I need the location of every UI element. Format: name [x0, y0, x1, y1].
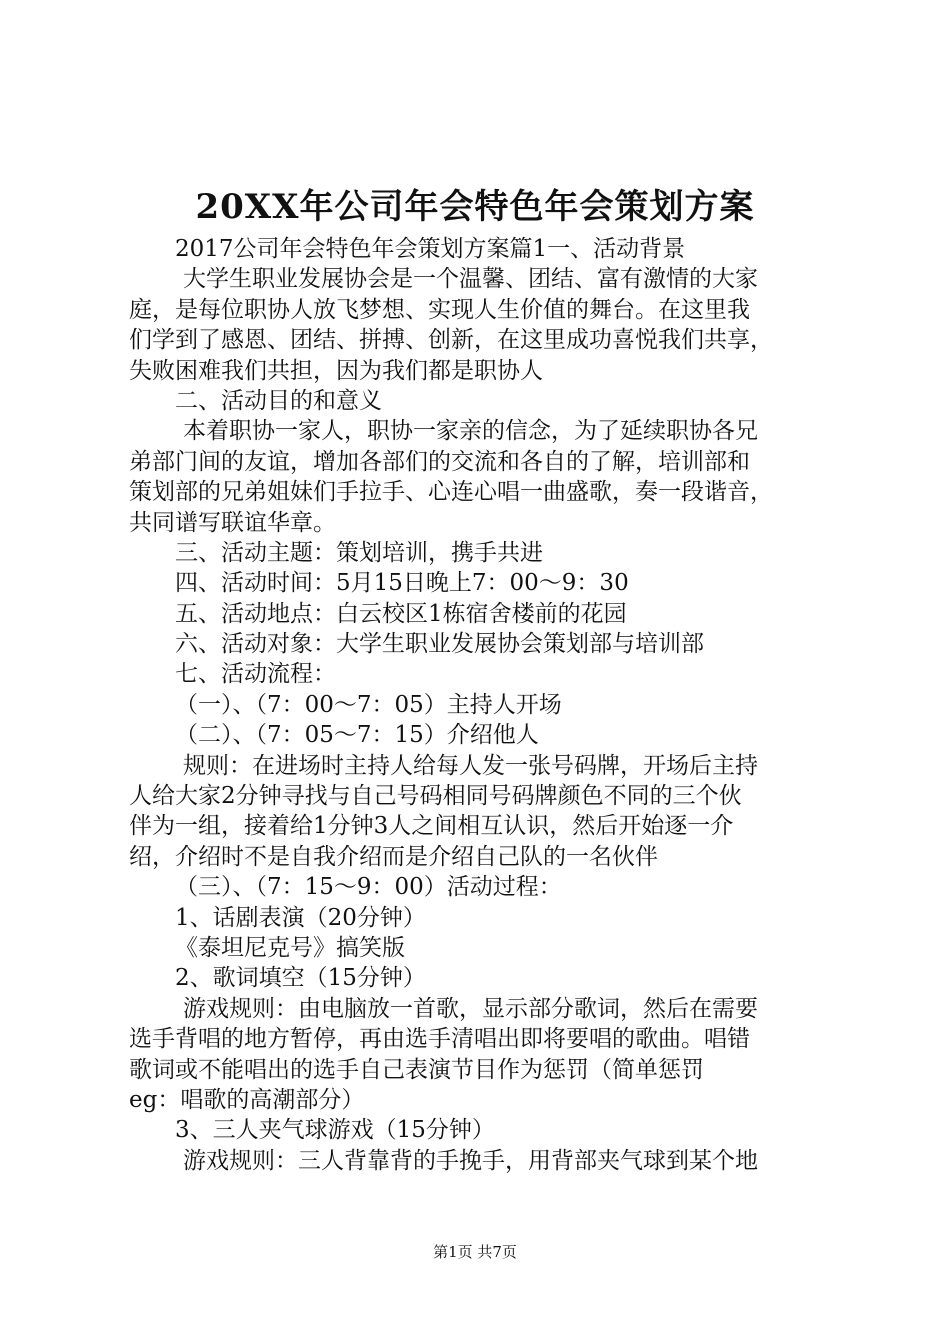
paragraph-line: 2、歌词填空（15分钟）: [175, 965, 426, 992]
paragraph-line: 1、话剧表演（20分钟）: [175, 904, 426, 931]
section-heading: 七、活动流程：: [175, 661, 336, 688]
paragraph-line: 失败困难我们共担，因为我们都是职协人: [129, 357, 543, 384]
paragraph-line: （一）、（7：00～7：05）主持人开场: [175, 691, 562, 718]
page-number: 第1页 共7页: [433, 1243, 517, 1261]
section-heading: 四、活动时间：5月15日晚上7：00～9：30: [175, 570, 629, 597]
paragraph-line: 庭，是每位职协人放飞梦想、实现人生价值的舞台。在这里我: [129, 296, 750, 323]
paragraph-line: 歌词或不能唱出的选手自己表演节目作为惩罚（简单惩罚: [129, 1056, 704, 1083]
paragraph-line: 伴为一组，接着给1分钟3人之间相互认识，然后开始逐一介: [129, 813, 734, 840]
paragraph-line: 规则：在进场时主持人给每人发一张号码牌，开场后主持: [183, 752, 758, 779]
document-body: [129, 234, 829, 1176]
paragraph-line: 们学到了感恩、团结、拼搏、创新，在这里成功喜悦我们共享，: [129, 327, 773, 354]
section-heading: 六、活动对象：大学生职业发展协会策划部与培训部: [175, 631, 704, 658]
paragraph-line: 2017公司年会特色年会策划方案篇1一、活动背景: [175, 236, 686, 262]
paragraph-line: 大学生职业发展协会是一个温馨、团结、富有激情的大家: [183, 266, 758, 293]
paragraph-line: 《泰坦尼克号》搞笑版: [175, 934, 405, 961]
paragraph-line: 本着职协一家人，职协一家亲的信念，为了延续职协各兄: [183, 418, 758, 445]
paragraph-line: 游戏规则：三人背靠背的手挽手，用背部夹气球到某个地: [183, 1147, 758, 1174]
paragraph-line: 选手背唱的地方暂停，再由选手清唱出即将要唱的歌曲。唱错: [129, 1026, 750, 1053]
paragraph-line: eg：唱歌的高潮部分）: [129, 1086, 365, 1113]
paragraph-line: 游戏规则：由电脑放一首歌，显示部分歌词，然后在需要: [183, 995, 758, 1022]
paragraph-line: 策划部的兄弟姐妹们手拉手、心连心唱一曲盛歌，奏一段谐音，: [129, 479, 773, 506]
document-title: 20XX年公司年会特色年会策划方案: [195, 187, 755, 227]
section-heading: 三、活动主题：策划培训，携手共进: [175, 539, 543, 566]
section-heading: 五、活动地点：白云校区1栋宿舍楼前的花园: [175, 600, 627, 627]
paragraph-line: 人给大家2分钟寻找与自己号码相同号码牌颜色不同的三个伙: [129, 783, 742, 810]
paragraph-line: 绍，介绍时不是自我介绍而是介绍自己队的一名伙伴: [129, 843, 658, 870]
paragraph-line: （三）、（7：15～9：00）活动过程：: [175, 874, 562, 901]
paragraph-line: 共同谱写联谊华章。: [129, 509, 336, 536]
paragraph-line: （二）、（7：05～7：15）介绍他人: [175, 722, 539, 749]
section-heading: 二、活动目的和意义: [175, 387, 382, 414]
paragraph-line: 3、三人夹气球游戏（15分钟）: [175, 1117, 495, 1144]
paragraph-line: 弟部门间的友谊，增加各部们的交流和各自的了解，培训部和: [129, 448, 750, 475]
